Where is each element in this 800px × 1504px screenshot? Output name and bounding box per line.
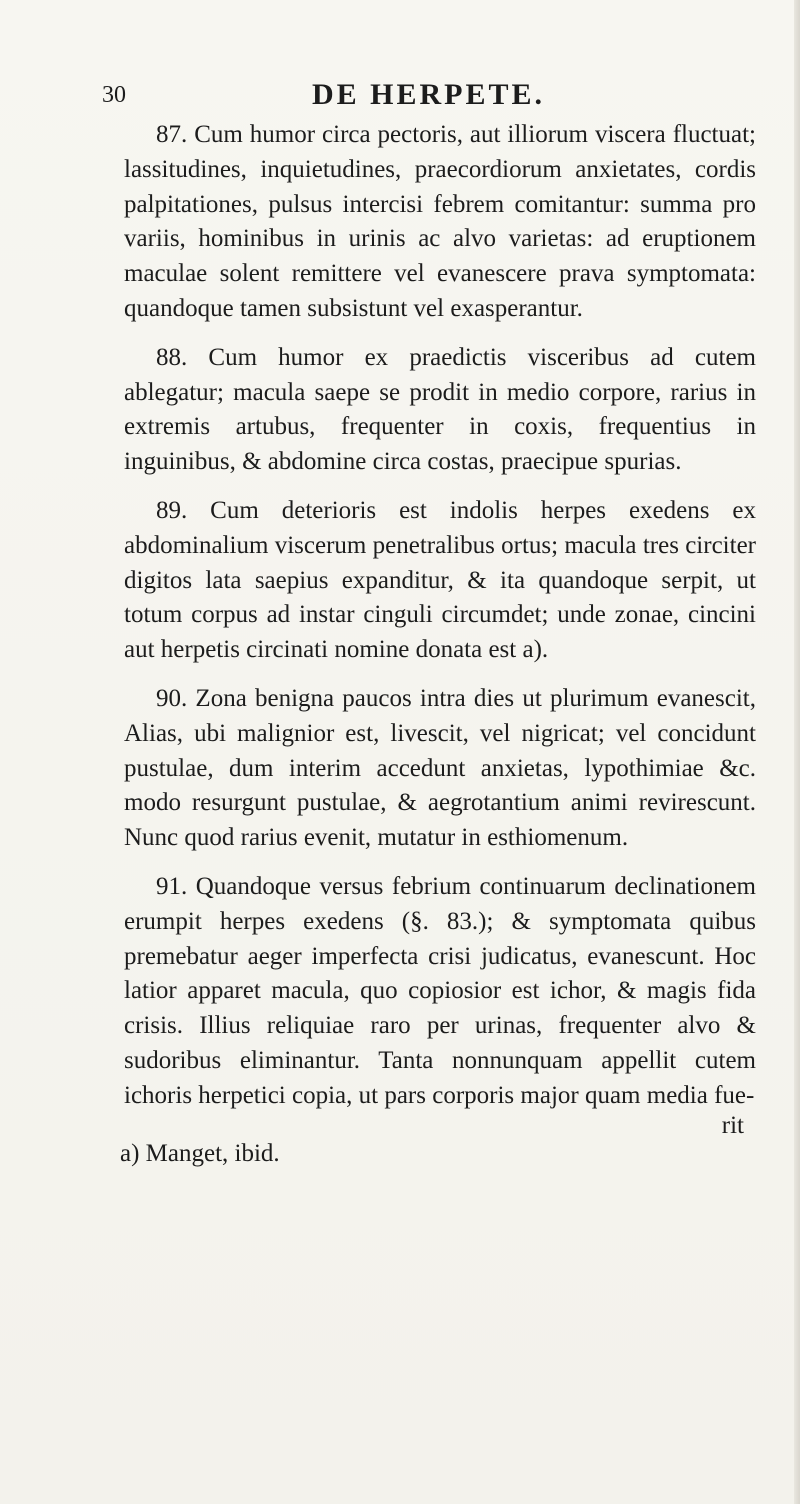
catchword: rit bbox=[721, 1112, 744, 1139]
paragraph-89: 89. Cum deterioris est indolis herpes exedens ex abdominalium viscerum penetralibus ortus; macula tres circiter digitos lata saepius expanditur, & ita quandoque serpit, ut totum corpus ad instar cinguli circumdet; unde zonae, cincini aut herpetis circinati nomine donata est a). bbox=[124, 496, 756, 664]
paragraph-90: 90. Zona benigna paucos intra dies ut plurimum evanescit, Alias, ubi malignior est, livescit, vel nigricat; vel concidunt pustulae, dum interim accedunt anxietas, lypothimiae &c. modo resurgunt pustulae, & aegrotantium animi revirescunt. Nunc quod rarius evenit, mutatur in esthiomenum. bbox=[124, 684, 756, 852]
running-head bbox=[102, 78, 752, 118]
footnote: a) Manget, ibid. bbox=[120, 1140, 280, 1167]
paragraph-87: 87. Cum humor circa pectoris, aut illiorum viscera fluctuat; lassitudines, inquietudines, praecordiorum anxietates, cordis palpitationes, pulsus intercisi febrem comitantur: summa pro variis, hominibus in urinis ac alvo varietas: ad eruptionem maculae solent remittere vel evanescere prava symptomata: quandoque tamen subsistunt vel exasperantur. bbox=[124, 121, 756, 322]
main-text bbox=[124, 118, 756, 1128]
paragraph-91: 91. Quandoque versus febrium continuarum declinationem erumpit herpes exedens (§. 83.); & symptomata quibus premebatur aeger imperfecta crisi judicatus, evanescunt. Hoc latior apparet macula, quo copiosior est ichor, & magis fida crisis. Illius reliquiae raro per urinas, frequenter alvo & sudoribus eliminantur. Tanta nonnunquam appellit cutem ichoris herpetici copia, ut pars corporis major quam media fue- bbox=[124, 872, 756, 1109]
page-edge-shadow bbox=[794, 0, 800, 1504]
page-number: 30 bbox=[102, 82, 126, 108]
running-title: DE HERPETE. bbox=[312, 78, 546, 111]
paragraph-88: 88. Cum humor ex praedictis visceribus ad cutem ablegatur; macula saepe se prodit in medio corpore, rarius in extremis artubus, frequenter in coxis, frequentius in inguinibus, & abdomine circa costas, praecipue spurias. bbox=[124, 343, 756, 476]
